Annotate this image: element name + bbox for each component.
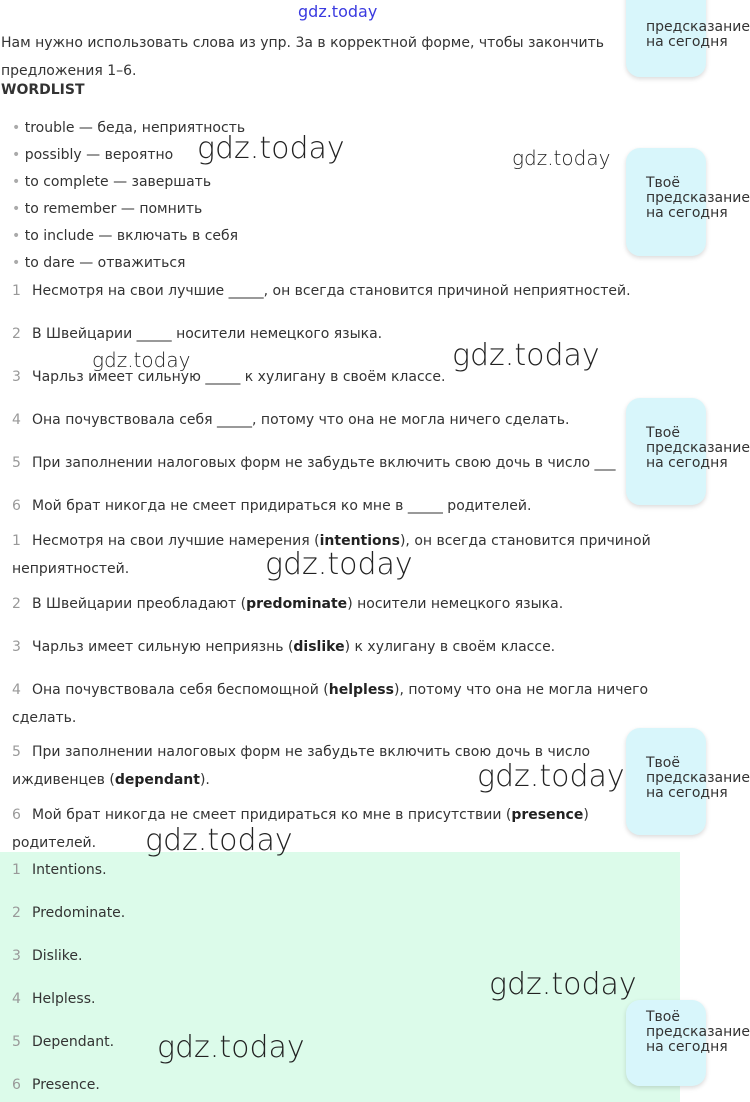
translation-text: Она почувствовала себя беспомощной ( (32, 682, 329, 698)
word-item: • possibly — вероятно (12, 144, 245, 171)
item-number: 2 (12, 905, 21, 921)
watermark: gdz.today (157, 1030, 305, 1065)
word-item: • trouble — беда, неприятность (12, 117, 245, 144)
answer-item (12, 1071, 672, 1099)
item-number: 6 (12, 807, 21, 823)
word-item: • to remember — помнить (12, 198, 245, 225)
translation-text-end: ), он всегда становится причиной неприятностей. (12, 533, 651, 577)
question-text: Чарльз имеет сильную _____ к хулигану в своём классе. (32, 369, 446, 385)
prediction-bubble[interactable] (626, 148, 750, 256)
translation-text-end: ). (199, 772, 210, 788)
translation-text: Несмотря на свои лучшие намерения ( (32, 533, 320, 549)
answer-word: predominate (246, 596, 348, 612)
question-item (12, 406, 672, 434)
bubble-text: на сегодня (646, 785, 728, 801)
translation-text: При заполнении налоговых форм не забудьте включить свою дочь в число иждивенцев ( (12, 744, 591, 788)
item-number: 3 (12, 639, 21, 655)
question-item (12, 492, 672, 520)
item-number: 1 (12, 862, 21, 878)
bubble-text: Твоё (646, 755, 680, 771)
watermark: gdz.today (512, 146, 611, 170)
word-item: • to dare — отважиться (12, 252, 245, 279)
item-number: 4 (12, 412, 21, 428)
watermark: gdz.today (197, 131, 345, 166)
answer-word: presence (511, 807, 584, 823)
item-number: 4 (12, 991, 21, 1007)
answer-item (12, 856, 672, 884)
watermark: gdz.today (452, 338, 600, 373)
question-text: Несмотря на свои лучшие _____, он всегда становится причиной неприятностей. (32, 283, 631, 299)
translation-item (12, 633, 672, 661)
question-item (12, 449, 672, 477)
prediction-bubble[interactable] (626, 728, 750, 835)
bubble-text: Твоё (646, 175, 680, 191)
bubble-text: на сегодня (646, 455, 728, 471)
item-number: 5 (12, 455, 21, 471)
item-number: 3 (12, 369, 21, 385)
question-item (12, 277, 672, 305)
watermark: gdz.today (265, 547, 413, 582)
item-number: 1 (12, 283, 21, 299)
bubble-text: на сегодня (646, 1039, 728, 1055)
question-text: В Швейцарии _____ носители немецкого языка. (32, 326, 383, 342)
translation-text: Чарльз имеет сильную неприязнь ( (32, 639, 294, 655)
watermark: gdz.today (477, 759, 625, 794)
item-number: 5 (12, 1034, 21, 1050)
answer-word: dependant (114, 772, 200, 788)
answer-text: Predominate. (32, 905, 126, 921)
watermark: gdz.today (298, 2, 378, 21)
item-number: 4 (12, 682, 21, 698)
answer-item (12, 899, 672, 927)
translation-text: Мой брат никогда не смеет придираться ко мне в присутствии ( (32, 807, 512, 823)
answer-text: Dependant. (32, 1034, 115, 1050)
bubble-text: предсказание (646, 19, 750, 35)
question-text: Она почувствовала себя _____, потому что она не могла ничего сделать. (32, 412, 570, 428)
answer-word: dislike (293, 639, 345, 655)
bubble-text: Твоё (646, 425, 680, 441)
bubble-text: на сегодня (646, 205, 728, 221)
translation-item (12, 801, 672, 857)
translation-text: В Швейцарии преобладают ( (32, 596, 247, 612)
answer-item (12, 1028, 672, 1056)
answer-item (12, 942, 672, 970)
word-item: • to complete — завершать (12, 171, 245, 198)
bubble-text: предсказание (646, 1024, 750, 1040)
watermark: gdz.today (145, 823, 293, 858)
item-number: 5 (12, 744, 21, 760)
item-number: 6 (12, 1077, 21, 1093)
word-item: • to include — включать в себя (12, 225, 245, 252)
question-text: При заполнении налоговых форм не забудьте включить свою дочь в число ___ (32, 455, 616, 471)
translation-text-end: ) к хулигану в своём классе. (344, 639, 556, 655)
translation-text-end: ) родителей. (12, 807, 589, 851)
translation-text-end: ), потому что она не могла ничего сделать. (12, 682, 649, 726)
translation-item (12, 676, 672, 732)
translation-text-end: ) носители немецкого языка. (347, 596, 564, 612)
wordlist-title: WORDLIST (1, 82, 85, 98)
answer-text: Dislike. (32, 948, 83, 964)
bubble-text: предсказание (646, 440, 750, 456)
item-number: 6 (12, 498, 21, 514)
bubble-text: на сегодня (646, 34, 728, 50)
item-number: 3 (12, 948, 21, 964)
bubble-text: предсказание (646, 770, 750, 786)
item-number: 2 (12, 326, 21, 342)
watermark: gdz.today (489, 967, 637, 1002)
prediction-bubble[interactable] (626, 0, 750, 77)
bubble-text: Твоё (646, 1009, 680, 1025)
prediction-bubble[interactable] (626, 1000, 750, 1086)
answer-word: intentions (319, 533, 400, 549)
answer-text: Helpless. (32, 991, 96, 1007)
watermark: gdz.today (92, 348, 191, 372)
answer-word: helpless (328, 682, 394, 698)
prediction-bubble[interactable] (626, 398, 750, 505)
answer-text: Intentions. (32, 862, 107, 878)
item-number: 2 (12, 596, 21, 612)
task-intro: Нам нужно использовать слова из упр. 3a в корректной форме, чтобы закончить предложения 1–6. (1, 35, 604, 79)
question-text: Мой брат никогда не смеет придираться ко мне в _____ родителей. (32, 498, 532, 514)
item-number: 1 (12, 533, 21, 549)
answer-text: Presence. (32, 1077, 100, 1093)
translation-item (12, 590, 672, 618)
bubble-text: предсказание (646, 190, 750, 206)
